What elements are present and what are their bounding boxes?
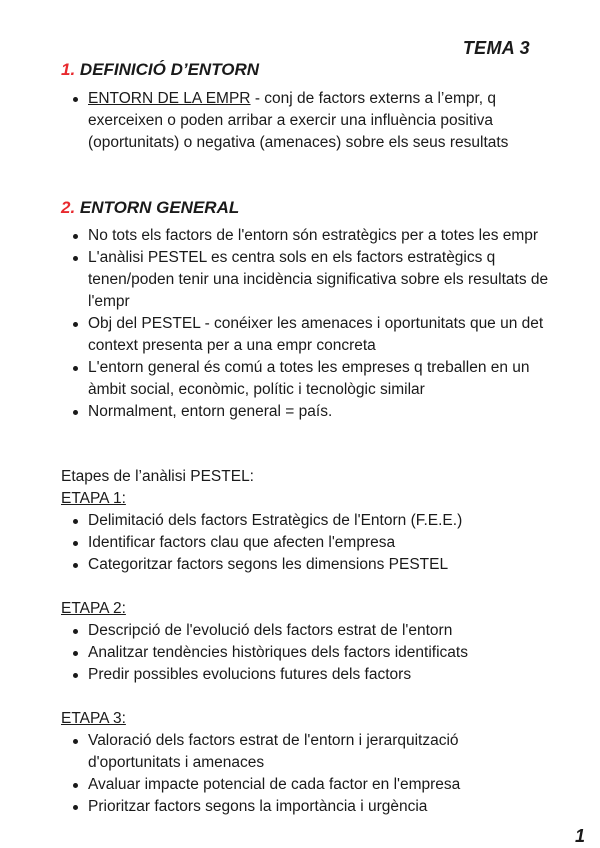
list-item: Obj del PESTEL - conéixer les amenaces i oportunitats que un det context presenta per a una empr concreta — [61, 313, 551, 357]
stage-1-list — [61, 510, 551, 576]
topic-label: TEMA 3 — [462, 38, 530, 58]
list-item: L'entorn general és comú a totes les empreses q treballen en un àmbit social, econòmic, polític i tecnològic similar — [61, 357, 551, 401]
list-item: Analitzar tendències històriques dels factors identificats — [61, 642, 551, 664]
section-2-number: 2. — [61, 198, 76, 217]
stage-2-label: ETAPA 2: — [61, 600, 126, 617]
stage-3-list — [61, 730, 551, 818]
list-item: L'anàlisi PESTEL es centra sols en els factors estratègics q tenen/poden tenir una incidència significativa sobre els resultats de l'empr — [61, 247, 551, 313]
list-item: Identificar factors clau que afecten l'empresa — [61, 532, 551, 554]
page-number: 1 — [574, 826, 585, 846]
section-1-heading — [61, 60, 259, 80]
list-item: Predir possibles evolucions futures dels factors — [61, 664, 551, 686]
list-item: Normalment, entorn general = país. — [61, 401, 551, 423]
section-2-title: ENTORN GENERAL — [79, 198, 240, 217]
section-1-number: 1. — [61, 60, 76, 79]
list-item: Descripció de l'evolució dels factors estrat de l'entorn — [61, 620, 551, 642]
list-item: No tots els factors de l'entorn són estratègics per a totes les empr — [61, 225, 551, 247]
section-2-list — [61, 225, 551, 423]
list-item: Valoració dels factors estrat de l'entorn i jerarquització d'oportunitats i amenaces — [61, 730, 551, 774]
list-item — [61, 88, 551, 154]
list-item: Avaluar impacte potencial de cada factor en l'empresa — [61, 774, 551, 796]
list-item: Delimitació dels factors Estratègics de l'Entorn (F.E.E.) — [61, 510, 551, 532]
stage-2-list — [61, 620, 551, 686]
list-item: Prioritzar factors segons la importància i urgència — [61, 796, 551, 818]
section-1-list — [61, 88, 551, 154]
stage-3-label: ETAPA 3: — [61, 710, 126, 727]
section-2-heading — [61, 198, 239, 218]
section-1-title: DEFINICIÓ D’ENTORN — [79, 60, 260, 79]
pestel-intro: Etapes de l’anàlisi PESTEL: — [61, 468, 254, 485]
list-item: Categoritzar factors segons les dimensions PESTEL — [61, 554, 551, 576]
stage-1-label: ETAPA 1: — [61, 490, 126, 507]
definition-text: - conj de factors externs a l’empr, q exerceixen o poden arribar a exercir una influència positiva (oportunitats) o negativa (amenaces) sobre els seus resultats — [88, 90, 509, 151]
definition-term: ENTORN DE LA EMPR — [88, 90, 251, 107]
